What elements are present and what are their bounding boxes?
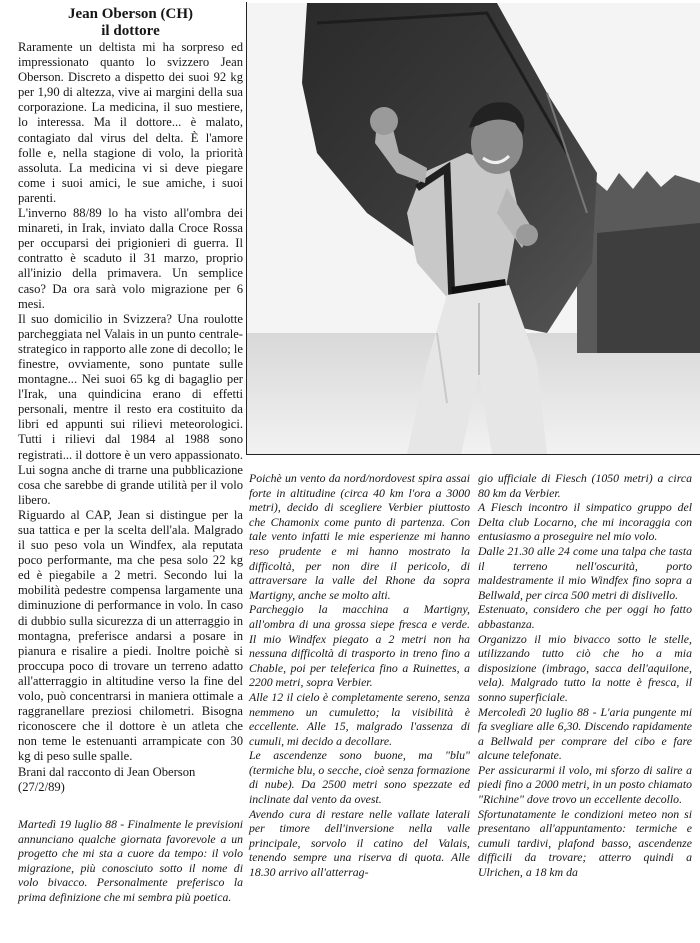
diary-paragraph: Estenuato, considero che per oggi ho fatto abbastanza. [478, 602, 692, 631]
diary-paragraph: Dalle 21.30 alle 24 come una talpa che tasta il terreno nell'oscurità, porto maldestramente il mio Windfex fino sopra a Bellwald, per circa 500 metri di dislivello. [478, 543, 692, 602]
diary-column-3 [478, 471, 692, 880]
diary-paragraph: Poichè un vento da nord/nordovest spira assai forte in altitudine (circa 40 km l'ora a 3000 metri), decido di scegliere Verbier piuttosto che Chamonix come punto di partenza. Con tale vento infatti le mie esperienze mi hanno reso prudente e mi hanno mostrato la difficoltà, per non dire il pericolo, di attraversare la valle del Rhone da sopra Martigny, anche se molto alti. [249, 471, 470, 602]
bio-paragraph: Il suo domicilio in Svizzera? Una roulotte parcheggiata nel Valais in un punto centrale-strategico in rapporto alle zone di decollo; le finestre, ovviamente, sono puntate sulle montagne... Nei suoi 65 kg di bagaglio per l'Irak, una quindicina erano di effetti personali, mentre il resto era costituito da libri ed appunti sui rilievi meteorologici. Tutti i rilievi dal 1984 al 1988 sono registrati... il dottore è un vero appassionato. Lui sogna anche di trarne una pubblicazione cosa che sarebbe di grande utilità per il volo libero. [18, 311, 243, 507]
pilot-with-glider-illustration [247, 3, 700, 454]
diary-paragraph: A Fiesch incontro il simpatico gruppo del Delta club Locarno, che mi incoraggia con entusiasmo a proseguire nel mio volo. [478, 500, 692, 544]
diary-paragraph: Sfortunatamente le condizioni meteo non si presentano all'appuntamento: termiche e cumuli tardivi, plafond basso, ascendenze difficili da trovare; atterro quindi a Ulrichen, a 18 km da [478, 806, 692, 880]
diary-paragraph: Alle 12 il cielo è completamente sereno, senza nemmeno un cumuletto; la visibilità è eccellente. Alle 15, malgrado l'assenza di cumuli, mi decido a decollare. [249, 689, 470, 748]
diary-paragraph: gio ufficiale di Fiesch (1050 metri) a circa 80 km da Verbier. [478, 471, 692, 500]
diary-paragraph: Avendo cura di restare nelle vallate laterali per timore dell'inversione nella valle principale, sorvolo il catino del Valais, tenendo sempre una riserva di quota. Alle 18.30 arrivo all'atterrag- [249, 806, 470, 880]
diary-column-2 [249, 471, 470, 880]
photo-frame-bottom-rule [246, 454, 700, 455]
bio-paragraph: Raramente un deltista mi ha sorpreso ed impressionato quanto lo svizzero Jean Oberson. Discreto a dispetto dei suoi 92 kg per 1,90 di altezza, vive ai margini della sua corporazione. La medicina, il suo mestiere, lo interessa. Ma il dottore... è malato, contagiato dal virus del delta. È l'amore folle e, nella stagione di volo, la priorità assoluta. La medicina vi si deve piegare come i suoi amici, le sue amiche, i suoi parenti. [18, 40, 243, 205]
diary-paragraph: Parcheggio la macchina a Martigny, all'ombra di una grossa siepe fresca e verde. Il mio Windfex piegato a 2 metri non ha nessuna difficoltà di trasporto in treno fino a Chable, poi per teleferica fino a Ruinettes, a 2200 metri, sopra Verbier. [249, 602, 470, 690]
bio-paragraph: Riguardo al CAP, Jean si distingue per la sua tattica e per la scelta dell'ala. Malgrado il suo peso vola un Windfex, ala reputata poco performante, ma che pesa solo 22 kg ed è piegabile a 2 metri. Secondo lui la mobilità pedestre compensa largamente una diminuzione di performance in volo. In caso di dubbio sulla sicurezza di un atterraggio in montagna, preferisce andarsi a posare in pianura e risalire a piedi. Inoltre poichè si proccupa poco di trovare un terreno adatto all'atterraggio in altitudine verso la fine del volo, può concentrarsi in maniera ottimale a raggranellare preziosi chilometri. Bisogna riconoscere che il dottore è un atleta che non teme le estenuanti arrampicate con 30 kg di peso sulle spalle. [18, 507, 243, 764]
diary-paragraph: Organizzo il mio bivacco sotto le stelle, utilizzando tutto ciò che ho a mia disposizione (imbrago, sacca dell'aquilone, vela). Malgrado tutto la notte è fresca, il sonno superficiale. [478, 631, 692, 704]
bio-paragraph: L'inverno 88/89 lo ha visto all'ombra dei minareti, in Irak, inviato dalla Croce Rossa per occuparsi dei prigionieri di guerra. Il contratto è scaduto il 31 marzo, proprio all'inizio della primavera. Un semplice caso? Da ora sarà volo migrazione per 6 mesi. [18, 206, 243, 311]
diary-paragraph: Martedì 19 luglio 88 - Finalmente le previsioni annunciano qualche giornata favorevole a un progetto che mi sta a cuore da tempo: il volo migrazione, più conosciuto sotto il nome di volo bivacco. Personalmente preferisco la prima definizione che mi sembra più poetica. [18, 817, 243, 904]
pilot-photo [247, 3, 700, 454]
diary-paragraph: Per assicurarmi il volo, mi sforzo di salire a piedi fino a 2000 metri, in un posto chiamato "Richine" dove trovo un eccellente decollo. [478, 762, 692, 807]
title-line-1: Jean Oberson (CH) [68, 6, 193, 22]
bio-credit: Brani dal racconto di Jean Oberson (27/2/89) [18, 764, 196, 794]
title-line-2: il dottore [101, 23, 160, 39]
diary-paragraph: Le ascendenze sono buone, ma "blu" (termiche blu, o secche, cioè senza formazione di nube). Da 2500 metri sono spezzate ed inclinate dal vento da ovest. [249, 748, 470, 807]
article-title [18, 6, 243, 40]
bio-column [18, 6, 243, 795]
diary-column-1 [18, 817, 243, 905]
diary-paragraph: Mercoledì 20 luglio 88 - L'aria pungente mi fa svegliare alle 6,30. Discendo rapidamente a Bellwald per comprare del cibo e fare alcune telefonate. [478, 704, 692, 763]
